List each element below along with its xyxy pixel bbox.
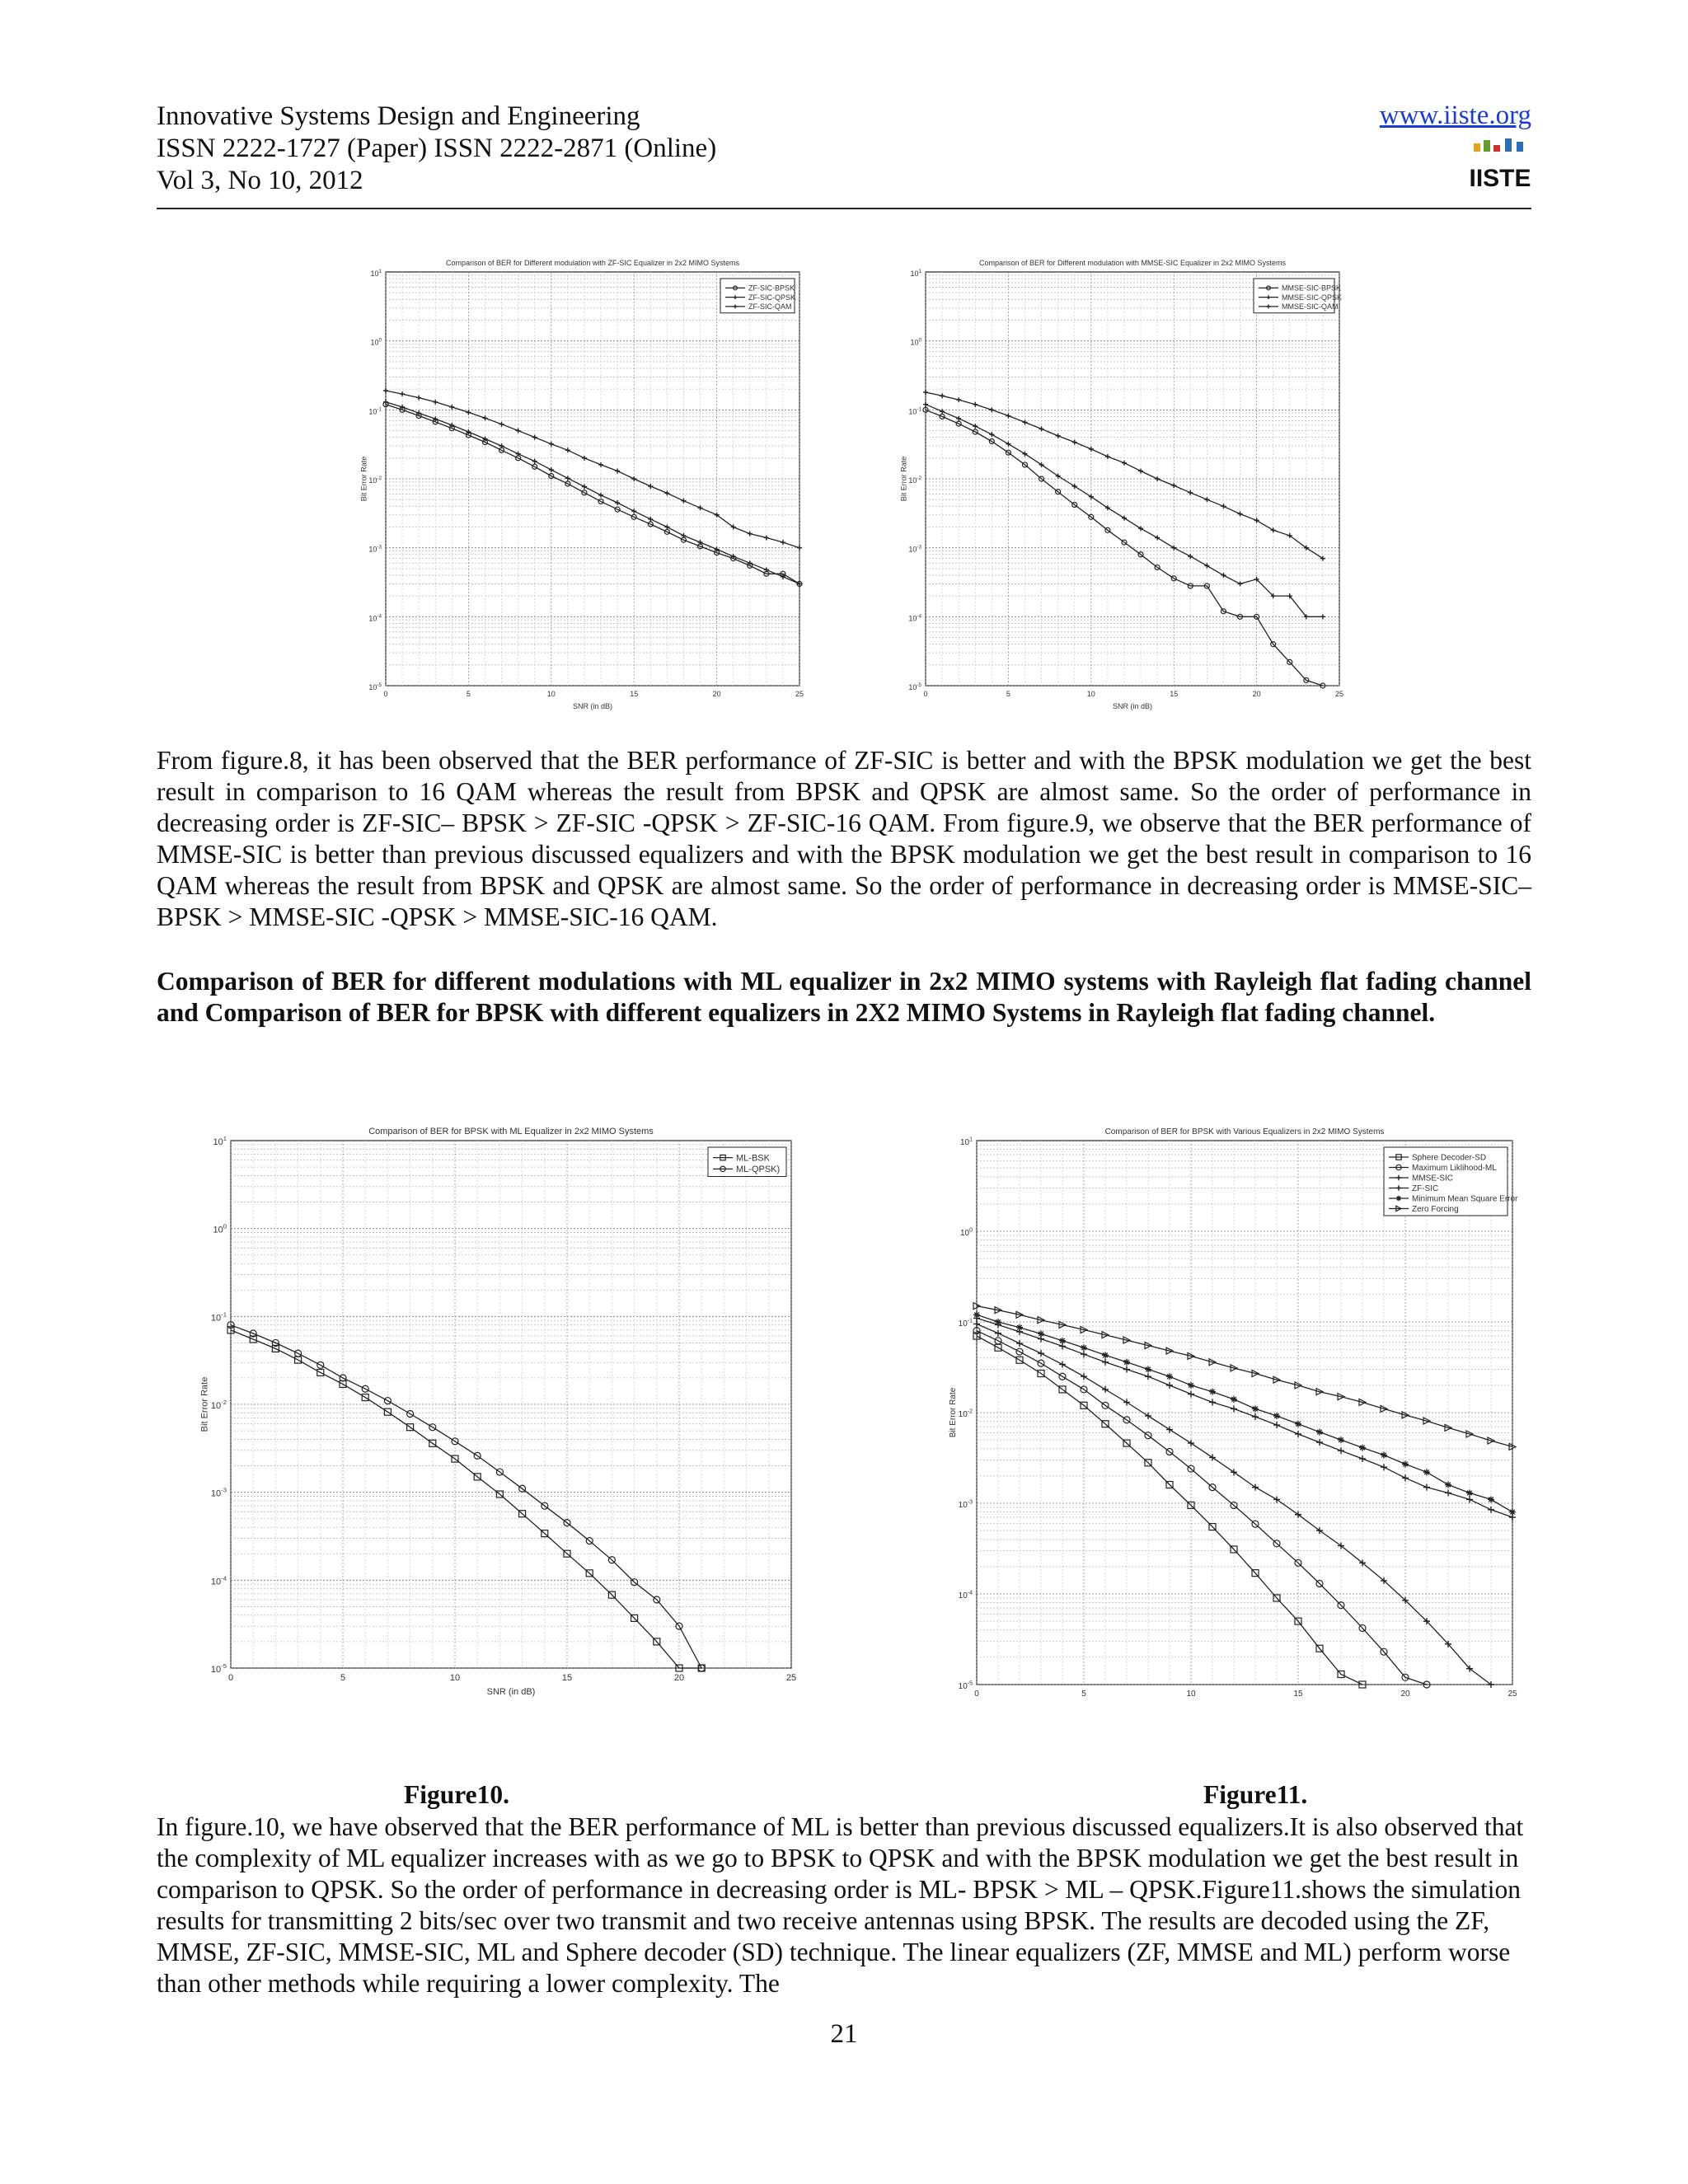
legend-entry: ZF-SIC (1412, 1184, 1439, 1193)
legend-entry: Zero Forcing (1412, 1205, 1459, 1214)
x-axis-label: SNR (in dB) (1112, 702, 1153, 710)
y-tick-label: $10^{-5}$ (908, 682, 921, 691)
legend-entry: MMSE-SIC-QAM (1282, 302, 1339, 312)
paragraph-figures-10-11: In figure.10, we have observed that the BER performance of ML is better than previous discussed equalizers.It is also observed that the complexity of ML equalizer increases with as we go to BPSK to QPSK and with the BPSK modulation we get the best result in comparison to QPSK. So the order of performance in decreasing order is ML- BPSK > ML – QPSK.Figure11.shows the simulation results for transmitting 2 bits/sec over two transmit and two receive antennas using BPSK. The results are decoded using the ZF, MMSE, ZF-SIC, MMSE-SIC, ML and Sphere decoder (SD) technique. The linear equalizers (ZF, MMSE and ML) perform worse than other methods while requiring a lower complexity. The (157, 1812, 1524, 1998)
x-axis-label: SNR (in dB) (486, 1687, 536, 1697)
y-tick-label: $10^{-3}$ (210, 1486, 227, 1499)
legend-entry: ML-BSK (736, 1153, 770, 1164)
x-tick-label: 20 (1400, 1690, 1410, 1699)
y-tick-label: $10^{-4}$ (908, 613, 921, 623)
x-tick-label: 0 (974, 1690, 979, 1699)
legend-entry: Maximum Liklihood-ML (1412, 1164, 1497, 1173)
x-tick-label: 20 (712, 690, 721, 698)
y-axis-label: Bit Error Rate (359, 456, 368, 502)
legend-entry: Minimum Mean Square Error (1412, 1194, 1518, 1204)
y-tick-label: $10^{-5}$ (210, 1662, 227, 1675)
y-tick-label: $10^1$ (959, 1137, 973, 1147)
x-tick-label: 10 (1186, 1690, 1196, 1699)
legend (708, 1147, 786, 1177)
chart-title: Comparison of BER for Different modulation with MMSE-SIC Equalizer in 2x2 MIMO Systems (979, 259, 1286, 267)
y-tick-label: $10^{-5}$ (368, 682, 382, 691)
figure-10-chart (194, 1113, 804, 1714)
x-tick-label: 20 (1252, 690, 1261, 698)
legend (1254, 279, 1342, 313)
x-tick-label: 5 (1006, 690, 1010, 698)
plot-area (926, 272, 1342, 686)
x-tick-label: 0 (227, 1673, 234, 1683)
x-tick-label: 5 (466, 690, 471, 698)
x-tick-label: 25 (1334, 690, 1344, 698)
y-tick-label: $10^{-4}$ (210, 1574, 227, 1587)
logo-text: IISTE (1469, 165, 1531, 191)
x-tick-label: 25 (785, 1673, 797, 1683)
figure-11-caption: Figure11. (1203, 1780, 1308, 1809)
figure-9-chart (894, 247, 1356, 717)
y-tick-label: $10^{-5}$ (958, 1680, 973, 1691)
y-tick-label: $10^{-2}$ (210, 1399, 227, 1411)
x-tick-label: 25 (1507, 1690, 1517, 1699)
x-tick-label: 5 (1081, 1690, 1086, 1699)
y-tick-label: $10^{-2}$ (958, 1408, 973, 1419)
legend-entry: ML-QPSK) (736, 1165, 781, 1175)
legend (1384, 1147, 1518, 1216)
figure-10-caption: Figure10. (404, 1780, 510, 1809)
y-tick-label: $10^{-3}$ (958, 1499, 973, 1510)
journal-issn: ISSN 2222-1727 (Paper) ISSN 2222-2871 (Online) (157, 134, 717, 163)
x-axis-label: SNR (in dB) (572, 702, 613, 710)
iiste-logo-icon (1469, 137, 1531, 191)
x-tick-label: 0 (923, 690, 928, 698)
legend-entry: ZF-SIC-QPSK (748, 293, 796, 302)
y-tick-label: $10^{-2}$ (908, 475, 921, 485)
y-tick-label: $10^{-1}$ (908, 406, 921, 416)
x-tick-label: 10 (1086, 690, 1095, 698)
y-axis-label: Bit Error Rate (949, 1387, 958, 1438)
y-tick-label: $10^{-4}$ (958, 1590, 973, 1601)
y-tick-label: $10^0$ (959, 1227, 973, 1238)
x-tick-label: 0 (383, 690, 388, 698)
y-tick-label: $10^1$ (910, 268, 921, 278)
y-tick-label: $10^0$ (910, 337, 921, 347)
x-tick-label: 20 (673, 1673, 685, 1683)
y-tick-label: $10^0$ (370, 337, 382, 347)
y-tick-label: $10^{-1}$ (958, 1318, 973, 1329)
x-tick-label: 5 (340, 1673, 346, 1683)
section-heading: Comparison of BER for different modulations with ML equalizer in 2x2 MIMO systems with Rayleigh flat fading channel and Comparison of BER for BPSK with different equalizers in 2X2 MIMO Systems in Rayleigh flat fading channel. (157, 967, 1531, 1027)
y-axis-label: Bit Error Rate (899, 456, 908, 502)
journal-title: Innovative Systems Design and Engineering (157, 101, 640, 131)
y-axis-label: Bit Error Rate (199, 1376, 210, 1432)
y-tick-label: $10^{-2}$ (368, 475, 382, 485)
x-tick-label: 15 (1170, 690, 1179, 698)
y-tick-label: $10^1$ (370, 268, 382, 278)
x-tick-label: 10 (546, 690, 556, 698)
data-point-marker (1396, 1196, 1401, 1201)
legend-entry: MMSE-SIC (1412, 1174, 1453, 1183)
y-tick-label: $10^{-1}$ (210, 1310, 227, 1324)
figure-11-chart (940, 1113, 1525, 1714)
chart-title: Comparison of BER for BPSK with Various Equalizers in 2x2 MIMO Systems (1104, 1127, 1385, 1137)
legend-entry: ZF-SIC-BPSK (748, 284, 795, 293)
x-tick-label: 15 (630, 690, 639, 698)
journal-volume: Vol 3, No 10, 2012 (157, 166, 363, 195)
plot-area (386, 272, 799, 686)
figure-8-chart (354, 247, 816, 717)
x-tick-label: 15 (561, 1673, 573, 1683)
x-tick-label: 25 (795, 690, 804, 698)
chart-title: Comparison of BER for Different modulation with ZF-SIC Equalizer in 2x2 MIMO Systems (446, 259, 739, 267)
legend-entry: MMSE-SIC-QPSK (1282, 293, 1343, 302)
legend-entry: ZF-SIC-QAM (748, 302, 792, 312)
y-tick-label: $10^{-1}$ (368, 406, 382, 416)
x-tick-label: 15 (1293, 1690, 1303, 1699)
header-divider (157, 208, 1531, 209)
legend (720, 279, 795, 313)
legend-entry: MMSE-SIC-BPSK (1282, 284, 1342, 293)
legend-entry: Sphere Decoder-SD (1412, 1153, 1487, 1163)
journal-url-link[interactable]: www.iiste.org (1379, 101, 1531, 130)
paragraph-figures-8-9: From figure.8, it has been observed that the BER performance of ZF-SIC is better and with the BPSK modulation we get the best result in comparison to 16 QAM whereas the result from BPSK and QPSK are almost same. So the order of performance in decreasing order is ZF-SIC– BPSK > ZF-SIC -QPSK > ZF-SIC-16 QAM. From figure.9, we observe that the BER performance of MMSE-SIC is better than previous discussed equalizers and with the BPSK modulation we get the best result in comparison to 16 QAM whereas the result from BPSK and QPSK are almost same. So the order of performance in decreasing order is MMSE-SIC– BPSK > MMSE-SIC -QPSK > MMSE-SIC-16 QAM. (157, 746, 1531, 931)
page-number: 21 (830, 2019, 858, 2049)
journal-header (157, 101, 716, 197)
y-tick-label: $10^{-4}$ (368, 613, 382, 623)
y-tick-label: $10^0$ (213, 1222, 227, 1235)
chart-title: Comparison of BER for BPSK with ML Equalizer in 2x2 MIMO Systems (368, 1127, 654, 1137)
y-tick-label: $10^1$ (213, 1135, 227, 1147)
y-tick-label: $10^{-3}$ (908, 544, 921, 554)
y-tick-label: $10^{-3}$ (368, 544, 382, 554)
x-tick-label: 10 (449, 1673, 461, 1683)
